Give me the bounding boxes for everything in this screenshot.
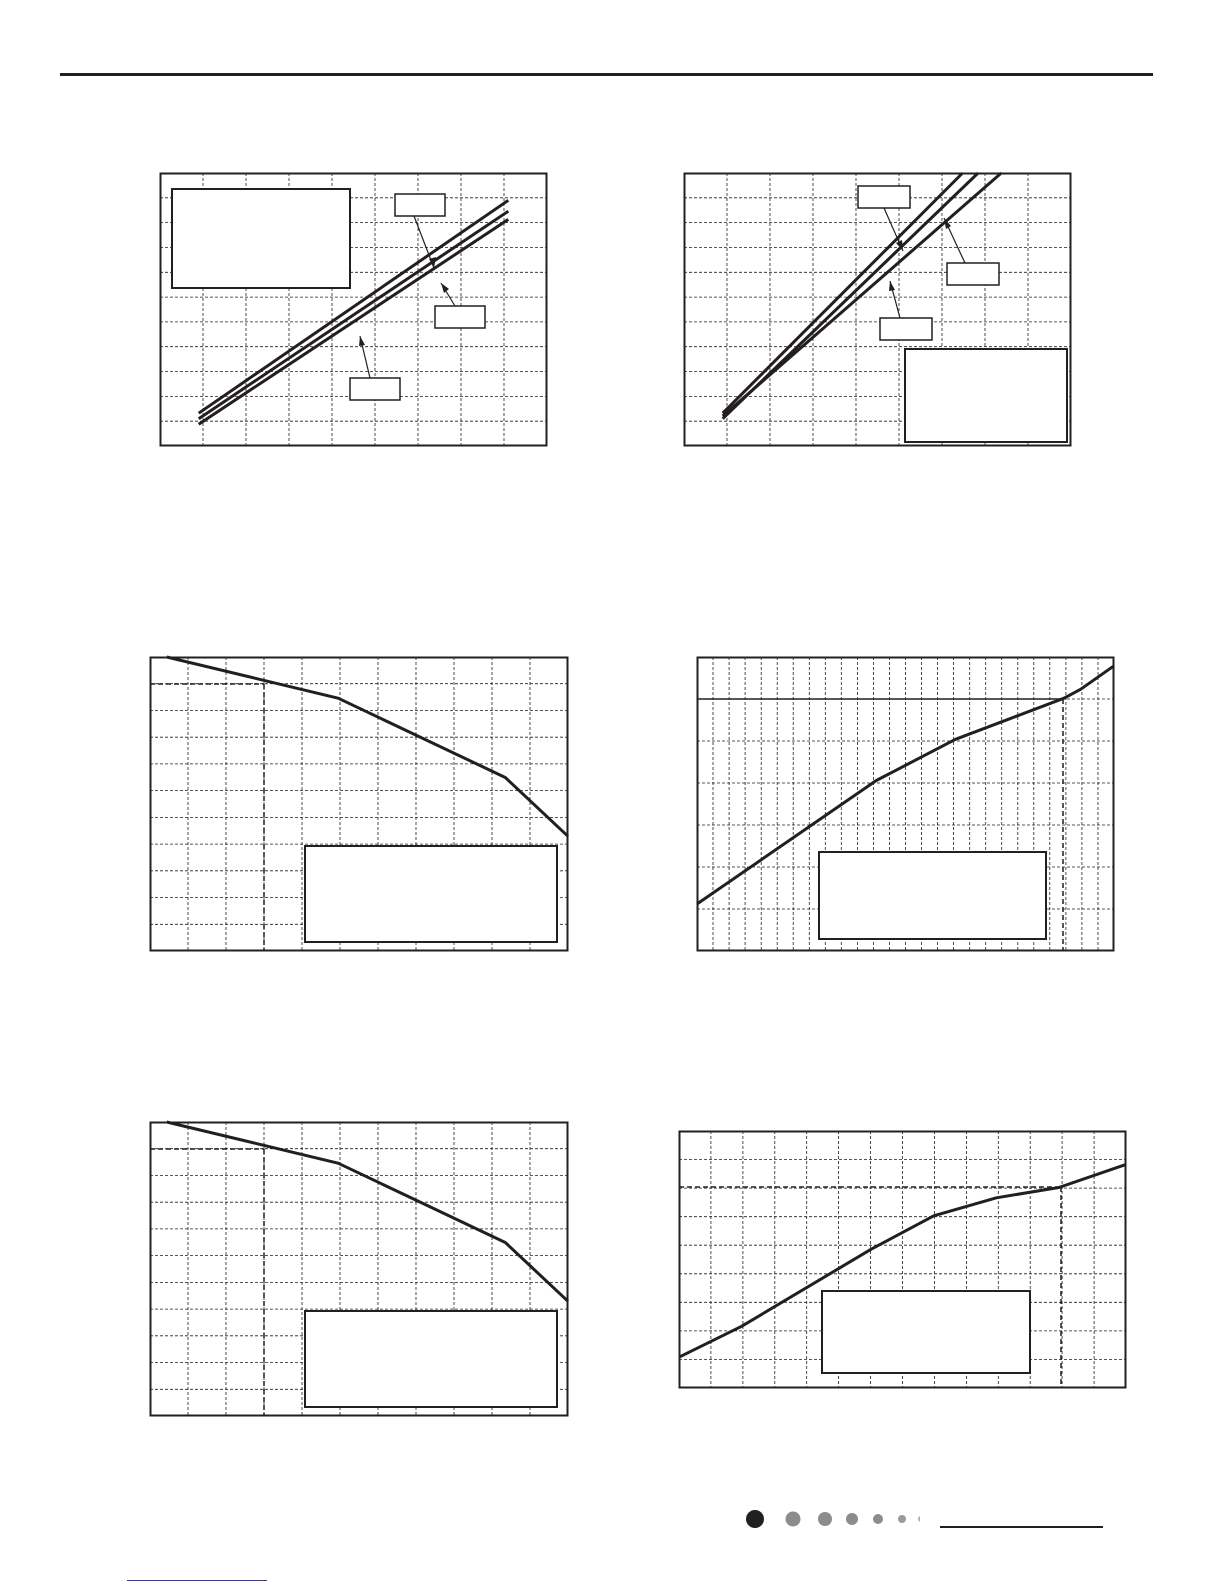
- chart-2-callout-a: [858, 186, 910, 208]
- chart-1-legend-box: [172, 189, 350, 288]
- dot-2: [786, 1512, 801, 1527]
- chart-4-legend-box: [819, 852, 1046, 939]
- page-indicator-dots: [740, 1504, 920, 1534]
- chart-2-callout-c: [880, 318, 932, 340]
- chart-3-legend-box: [305, 846, 557, 942]
- footer-rule: [940, 1526, 1103, 1528]
- chart-1: [160, 173, 547, 446]
- chart-1-callout-b: [435, 306, 485, 328]
- chart-6: [679, 1131, 1126, 1388]
- chart-2-callout-b: [947, 263, 999, 285]
- dot-5: [873, 1514, 883, 1524]
- chart-2-callout-c-head: [889, 281, 895, 291]
- chart-6-legend-box: [822, 1291, 1030, 1373]
- chart-2: [684, 173, 1071, 446]
- chart-1-callout-b-head: [441, 283, 449, 293]
- dot-1: [746, 1510, 764, 1528]
- dot-7: [918, 1516, 920, 1522]
- dot-6: [898, 1515, 906, 1523]
- chart-1-callout-a: [395, 194, 445, 216]
- chart-3: [150, 657, 568, 951]
- header-rule: [60, 73, 1153, 76]
- chart-2-legend-box: [905, 349, 1067, 442]
- dot-4: [846, 1513, 858, 1525]
- dot-3: [818, 1512, 832, 1526]
- chart-1-callout-c: [350, 378, 400, 400]
- chart-5: [150, 1122, 568, 1416]
- chart-4: [697, 657, 1114, 951]
- chart-5-legend-box: [305, 1311, 557, 1407]
- footer-link-underline: [127, 1580, 267, 1581]
- chart-1-callout-c-head: [359, 336, 365, 346]
